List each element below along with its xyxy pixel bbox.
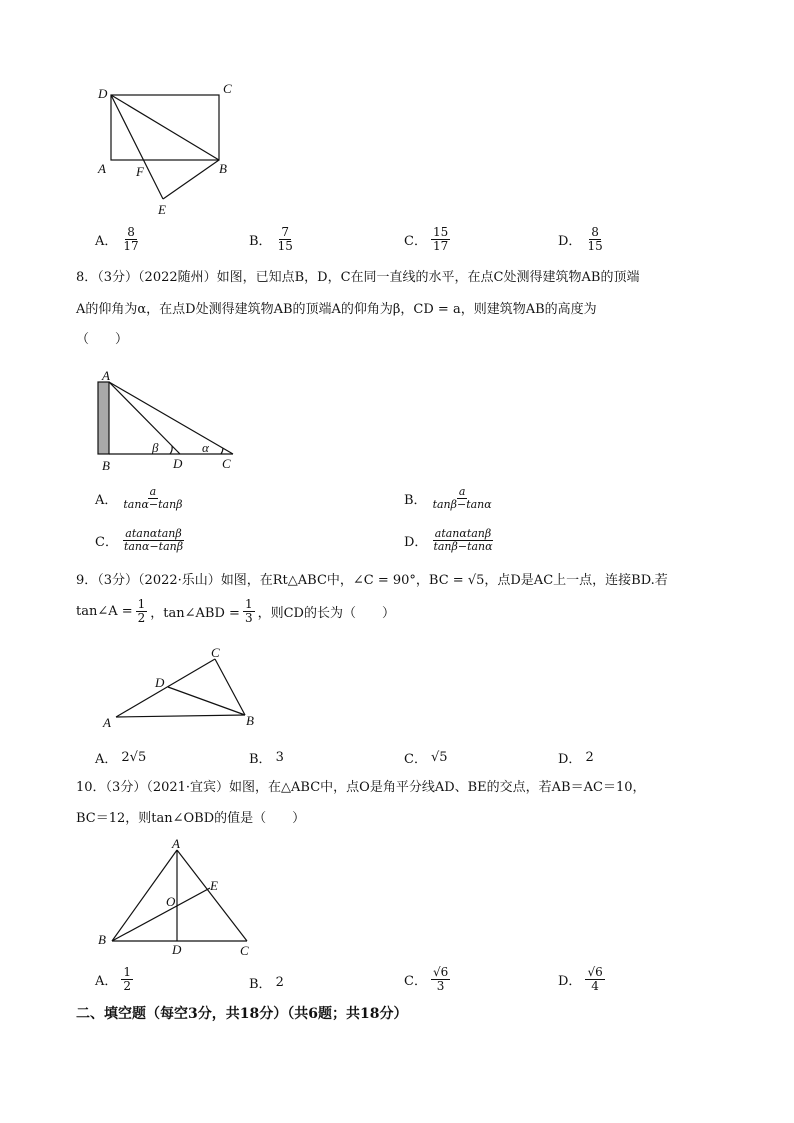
q10-option-b[interactable] [249,973,284,992]
q8-stem-line3: （ ） [76,332,129,347]
q9-label-b: B [246,713,254,728]
q10-label-o: O [166,894,176,909]
q9-option-a[interactable] [95,748,146,767]
q8-label-beta: β [152,440,159,455]
q7-option-c-value: $\frac{15}{17}$ [432,225,449,253]
q7-figure [90,76,250,221]
q9-option-c[interactable] [404,748,448,767]
q7-option-b[interactable] [249,226,295,253]
q10-option-d-value: $\frac{√6}{4}$ [587,965,603,993]
q10-label-c: C [240,943,249,958]
q10-option-c-label: C． [404,974,427,989]
q8-option-c[interactable] [95,528,185,553]
q9-stem-line1: 9．（3分）（2022·乐山）如图，在Rt△ABC中，∠C = 90°，BC = √5，点D是AC上一点，连接BD.若 [76,573,668,588]
q10-label-d: D [172,942,182,957]
q8-option-c-value: $\frac{atan\alpha\tan\beta}{\tan\alpha-\tan\beta}$ [123,527,184,553]
q10-stem-line2: BC＝12，则tan∠OBD的值是（ ） [76,811,306,826]
q9-figure [95,640,275,735]
q8-option-d-value: $\frac{atan\alpha\tan\beta}{\tan\beta-\tan\alpha}$ [433,527,493,553]
q10-option-a-label: A． [95,974,118,989]
q10-label-e: E [210,878,218,893]
q9-option-b-label: B． [249,752,272,767]
q9-option-d[interactable] [558,748,594,767]
q7-option-a[interactable] [95,226,141,253]
q9-option-d-value: 2 [585,750,594,765]
q8-label-c: C [222,456,231,471]
q10-option-d[interactable] [558,966,605,993]
q8-option-d-label: D． [404,535,428,550]
q10-label-b: B [98,932,106,947]
q8-option-b-value: $\frac{a}{\tan\beta-\tan\alpha}$ [432,485,492,511]
q10-figure [90,835,270,965]
q9-option-a-value: 2√5 [121,750,147,765]
q7-option-a-label: A． [95,234,118,249]
q10-option-c[interactable] [404,966,450,993]
q7-option-d[interactable] [558,226,605,253]
q8-option-a-label: A． [95,493,118,508]
q7-option-c[interactable] [404,226,450,253]
q10-option-b-value: 2 [275,975,284,990]
q8-figure [90,362,250,477]
q7-option-d-label: D． [558,234,582,249]
q7-label-b: B [219,161,227,176]
q7-label-c: C [223,81,232,96]
q8-option-d[interactable] [404,528,495,553]
q9-option-c-label: C． [404,752,427,767]
q10-option-d-label: D． [558,974,582,989]
q9-option-b-value: 3 [275,750,284,765]
q10-option-b-label: B． [249,977,272,992]
q9-label-a: A [103,715,111,730]
q9-tana-prefix: tan∠A = [76,604,133,619]
q9-label-c: C [211,645,220,660]
q7-label-a: A [98,161,106,176]
q9-stem-line2 [76,598,395,625]
q8-label-b: B [102,458,110,473]
q7-option-b-value: $\frac{7}{15}$ [277,225,293,253]
q8-option-a-value: $\frac{a}{\tan\alpha-\tan\beta}$ [123,485,183,511]
q9-tana-value: $\frac{1}{2}$ [137,597,146,625]
q9-option-a-label: A． [95,752,118,767]
q7-option-d-value: $\frac{8}{15}$ [587,225,603,253]
q7-label-d: D [98,86,108,101]
q9-option-c-value: √5 [430,750,448,765]
q9-tanabd-prefix: ，tan∠ABD = [150,606,240,621]
q8-option-b[interactable] [404,486,494,511]
q8-option-a[interactable] [95,486,185,511]
q9-label-d: D [155,675,165,690]
q8-stem-line2: A的仰角为α，在点D处测得建筑物AB的顶端A的仰角为β，CD = a，则建筑物AB的高度为 [76,302,597,317]
q7-label-e: E [158,202,166,217]
q8-label-a: A [102,368,110,383]
q10-option-c-value: $\frac{√6}{3}$ [432,965,449,993]
q10-option-a-value: $\frac{1}{2}$ [123,965,132,993]
q9-option-d-label: D． [558,752,582,767]
q7-option-c-label: C． [404,234,427,249]
q8-option-b-label: B． [404,493,427,508]
q7-option-a-value: $\frac{8}{17}$ [123,225,139,253]
q7-label-f: F [136,164,144,179]
q10-stem-line1: 10．（3分）（2021·宜宾）如图，在△ABC中，点O是角平分线AD、BE的交点，若AB＝AC＝10， [76,780,646,795]
q10-label-a: A [172,836,180,851]
q10-option-a[interactable] [95,966,133,993]
q8-option-c-label: C． [95,535,118,550]
q9-option-b[interactable] [249,748,284,767]
q9-tanabd-value: $\frac{1}{3}$ [244,597,253,625]
q8-stem-line1: 8．（3分）（2022随州）如图，已知点B，D，C在同一直线的水平，在点C处测得建筑物AB的顶端 [76,270,640,285]
q8-label-alpha: α [202,440,209,455]
q8-label-d: D [173,456,183,471]
section-2-title: 二、填空题（每空3分，共18分）（共6题；共18分） [76,1006,408,1022]
q7-option-b-label: B． [249,234,272,249]
q9-stem-suffix: ，则CD的长为（ ） [257,606,395,621]
